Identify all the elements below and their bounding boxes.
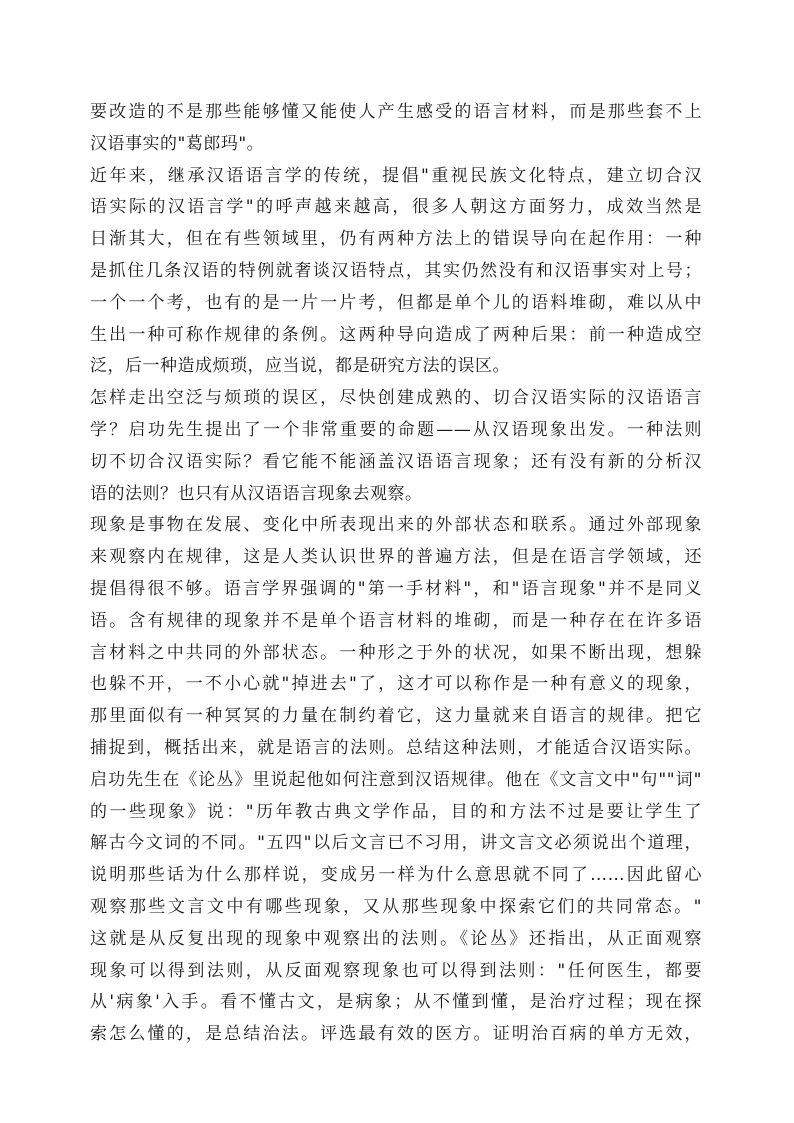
text-line: 说明那些话为什么那样说，变成另一样为什么意思就不同了……因此留心 xyxy=(90,865,702,886)
text-line: 解古今文词的不同。"五四"以后文言已不习用，讲文言文必须说出个道理， xyxy=(90,833,702,854)
text-line: 启功先生在《论丛》里说起他如何注意到汉语规律。他在《文言文中"句""词" xyxy=(90,769,702,790)
text-line: 泛，后一种造成烦琐，应当说，都是研究方法的误区。 xyxy=(90,356,510,377)
text-line: 言材料之中共同的外部状态。一种形之于外的状况，如果不断出现，想躲 xyxy=(90,642,702,663)
text-line: 从'病象'入手。看不懂古文，是病象；从不懂到懂，是治疗过程；现在探 xyxy=(90,992,702,1013)
text-line: 观察那些文言文中有哪些现象，又从那些现象中探索它们的共同常态。" xyxy=(90,896,702,917)
text-line: 汉语事实的"葛郎玛"。 xyxy=(90,133,265,154)
text-line: 语。含有规律的现象并不是单个语言材料的堆砌，而是一种存在在许多语 xyxy=(90,610,702,631)
text-line: 现象可以得到法则，从反面观察现象也可以得到法则："任何医生，都要 xyxy=(90,960,702,981)
text-line: 的一些现象》说："历年教古典文学作品，目的和方法不过是要让学生了 xyxy=(90,801,702,822)
text-line: 学？启功先生提出了一个非常重要的命题——从汉语现象出发。一种法则 xyxy=(90,419,702,440)
text-line: 语的法则？也只有从汉语语言现象去观察。 xyxy=(90,483,423,504)
text-line: 来观察内在规律，这是人类认识世界的普遍方法，但是在语言学领域，还 xyxy=(90,547,702,568)
text-line: 也躲不开，一不小心就"掉进去"了，这才可以称作是一种有意义的现象， xyxy=(90,674,702,695)
document-body xyxy=(90,97,702,1051)
text-line: 日渐其大，但在有些领域里，仍有两种方法上的错误导向在起作用：一种 xyxy=(90,229,702,250)
text-line: 索怎么懂的，是总结治法。评选最有效的医方。证明治百病的单方无效， xyxy=(90,1024,702,1045)
text-line: 捕捉到，概括出来，就是语言的法则。总结这种法则，才能适合汉语实际。 xyxy=(90,737,702,758)
text-line: 提倡得很不够。语言学界强调的"第一手材料"，和"语言现象"并不是同义 xyxy=(90,578,702,599)
text-line: 那里面似有一种冥冥的力量在制约着它，这力量就来自语言的规律。把它 xyxy=(90,706,702,727)
text-line: 这就是从反复出现的现象中观察出的法则。《论丛》还指出，从正面观察 xyxy=(90,928,702,949)
text-line: 怎样走出空泛与烦琐的误区，尽快创建成熟的、切合汉语实际的汉语语言 xyxy=(90,388,702,409)
text-line: 一个一个考，也有的是一片一片考，但都是单个儿的语料堆砌，难以从中 xyxy=(90,292,702,313)
text-line: 现象是事物在发展、变化中所表现出来的外部状态和联系。通过外部现象 xyxy=(90,515,702,536)
text-line: 要改造的不是那些能够懂又能使人产生感受的语言材料，而是那些套不上 xyxy=(90,102,702,122)
text-line: 切不切合汉语实际？看它能不能涵盖汉语语言现象；还有没有新的分析汉 xyxy=(90,451,702,472)
text-line: 近年来，继承汉语语言学的传统，提倡"重视民族文化特点，建立切合汉 xyxy=(90,165,702,186)
text-line: 是抓住几条汉语的特例就奢谈汉语特点，其实仍然没有和汉语事实对上号； xyxy=(90,260,702,281)
text-line: 生出一种可称作规律的条例。这两种导向造成了两种后果：前一种造成空 xyxy=(90,324,702,345)
text-line: 语实际的汉语言学"的呼声越来越高，很多人朝这方面努力，成效当然是 xyxy=(90,197,702,218)
